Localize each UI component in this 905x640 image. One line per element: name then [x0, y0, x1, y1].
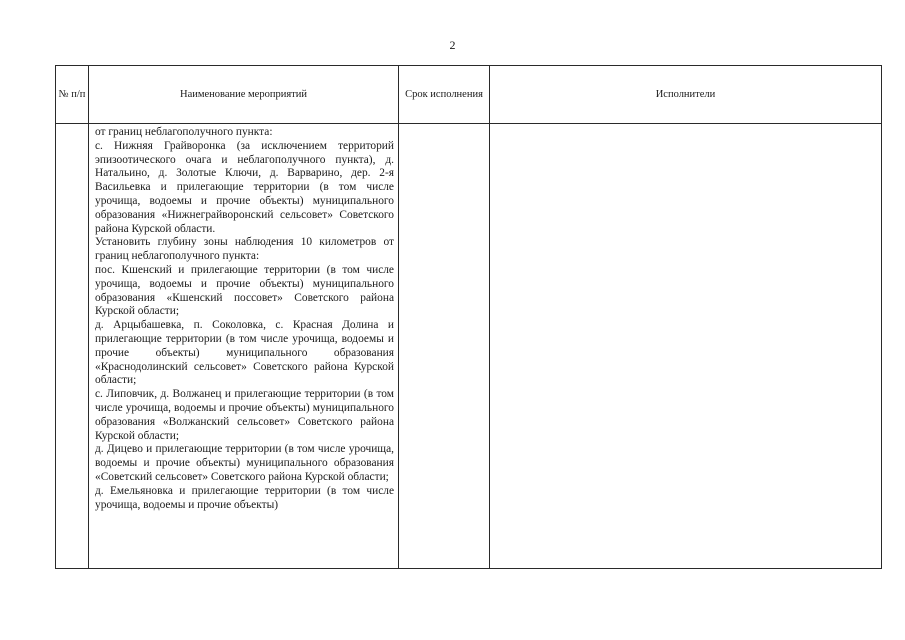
row-number-cell: [56, 124, 89, 569]
measure-paragraph: с. Нижняя Грайворонка (за исключением территорий эпизоотического очага и неблагополучного пункта), д. Натальино, д. Золотые Ключи, д. Варварино, дер. 2-я Васильевка и прилегающие территории (в том числе урочища, водоемы и прочие объекты) муниципального образования «Нижнеграйворонский сельсовет» Советского района Курской области.: [95, 139, 394, 235]
header-executors: Исполнители: [490, 66, 882, 124]
executors-cell: [490, 124, 882, 569]
header-measure-name: Наименование мероприятий: [89, 66, 399, 124]
measures-table: [55, 65, 882, 569]
measure-paragraph: пос. Кшенский и прилегающие территории (в том числе урочища, водоемы и прочие объекты) муниципального образования «Кшенский поссовет» Советского района Курской области;: [95, 263, 394, 318]
page-number: 2: [449, 38, 456, 52]
measure-paragraph: от границ неблагополучного пункта:: [95, 126, 273, 138]
measure-text: [89, 125, 398, 567]
table-header-row: [56, 66, 882, 124]
measure-paragraph: д. Емельяновка и прилегающие территории (в том числе урочища, водоемы и прочие объекты): [95, 484, 394, 511]
measure-paragraph: д. Арцыбашевка, п. Соколовка, с. Красная Долина и прилегающие территории (в том числе урочища, водоемы и прочие объекты) муниципального образования «Краснодолинский сельсовет» Советского района Курской области;: [95, 319, 394, 387]
deadline-cell: [399, 124, 490, 569]
header-number: № п/п: [56, 66, 89, 124]
measure-paragraph: с. Липовчик, д. Волжанец и прилегающие территории (в том числе урочища, водоемы и прочие объекты) муниципального образования «Волжанский сельсовет» Советского района Курской области;: [95, 388, 394, 442]
measure-name-cell: [89, 124, 399, 569]
table-row: [56, 124, 882, 569]
header-deadline: Срок исполнения: [399, 66, 490, 124]
measure-paragraph: Установить глубину зоны наблюдения 10 километров от границ неблагополучного пункта:: [95, 236, 394, 263]
measure-paragraph: д. Дицево и прилегающие территории (в том числе урочища, водоемы и прочие объекты) муниципального образования «Советский сельсовет» Советского района Курской области;: [95, 443, 394, 483]
